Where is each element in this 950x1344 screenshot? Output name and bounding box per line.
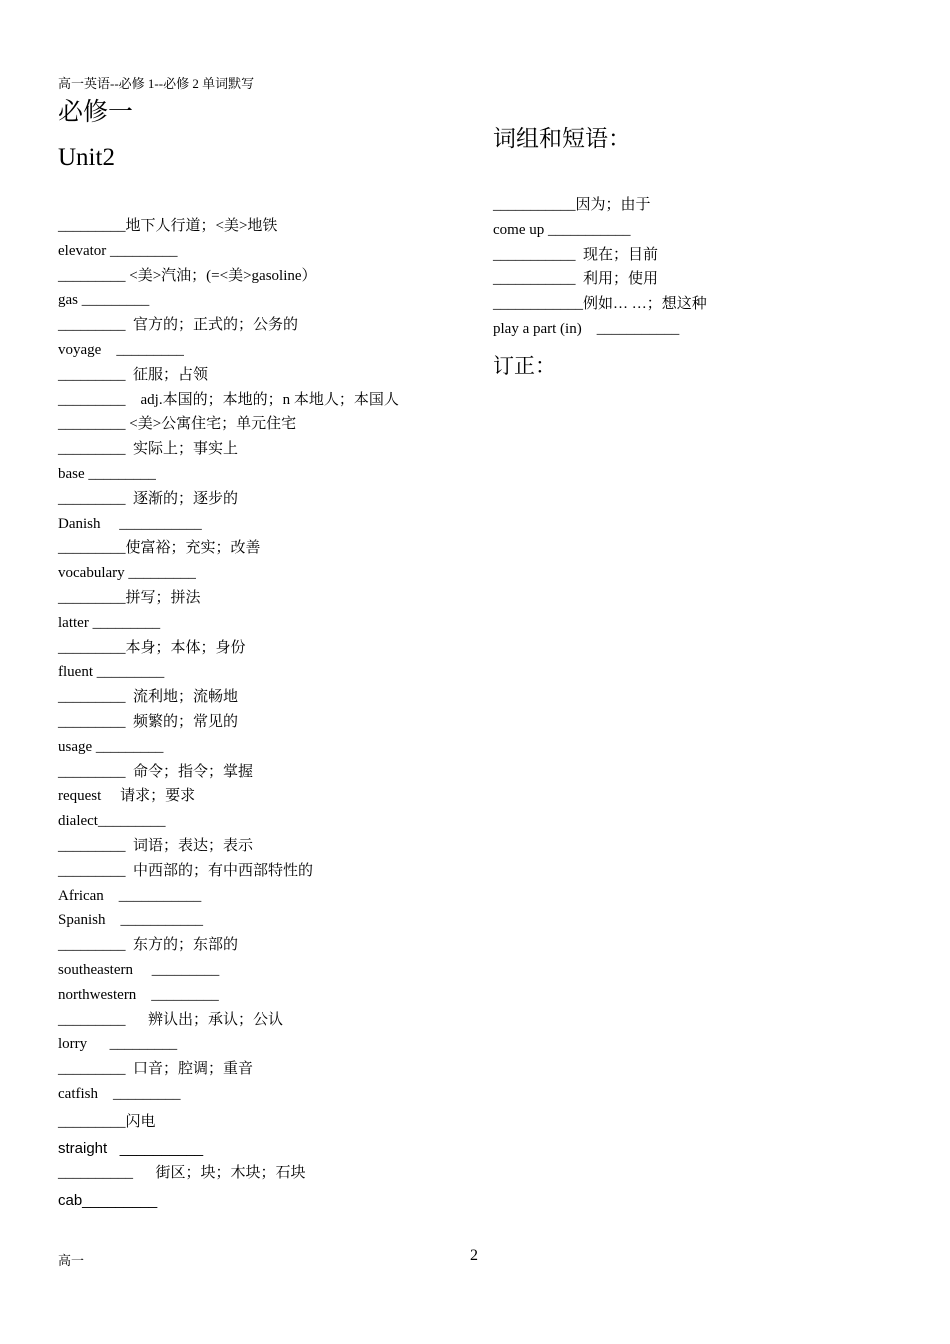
unit-title: Unit2 (58, 144, 115, 171)
phrase-item: play a part (in) ___________ (493, 320, 680, 337)
vocab-item: _________ 实际上；事实上 (58, 441, 239, 458)
vocab-item: _________ <美>汽油；(=<美>gasoline） (58, 267, 317, 284)
vocab-item: elevator _________ (58, 242, 178, 259)
phrase-item: ____________例如… …；想这种 (493, 296, 707, 313)
page-number: 2 (470, 1247, 478, 1264)
vocab-item: vocabulary _________ (58, 565, 196, 582)
vocab-item: cab_________ (58, 1192, 158, 1210)
vocab-item: _________ 官方的；正式的；公务的 (58, 317, 299, 334)
vocab-item: African ___________ (58, 887, 202, 904)
vocab-item: _________ 频繁的；常见的 (58, 713, 239, 730)
vocab-item: _________ <美>公寓住宅；单元住宅 (58, 416, 297, 433)
vocab-item: _________闪电 (58, 1113, 156, 1130)
vocab-item: _________拼写；拼法 (58, 589, 201, 606)
vocab-item: northwestern _________ (58, 986, 219, 1003)
phrases-heading: 词组和短语： (493, 126, 631, 151)
vocab-item: __________ 街区；块；木块；石块 (58, 1165, 306, 1182)
vocab-item: _________ 流利地；流畅地 (58, 689, 239, 706)
vocab-item: _________ 东方的；东部的 (58, 937, 239, 954)
vocab-item: base _________ (58, 465, 156, 482)
vocab-item: _________ adj.本国的；本地的；n 本地人；本国人 (58, 391, 399, 408)
footer-label: 高一 (58, 1253, 85, 1268)
phrases-list (493, 193, 707, 342)
vocab-item: _________使富裕；充实；改善 (58, 540, 261, 557)
phrase-item: ___________因为；由于 (493, 197, 651, 213)
vocab-item: gas _________ (58, 292, 150, 309)
vocab-item: Spanish ___________ (58, 912, 204, 929)
phrase-item: ___________ 利用；使用 (493, 271, 659, 288)
vocab-item: _________本身；本体；身份 (58, 639, 246, 656)
vocab-item: voyage _________ (58, 341, 184, 358)
vocab-item: dialect_________ (58, 813, 166, 830)
vocab-item: Danish ___________ (58, 515, 202, 532)
vocab-item: _________ 辨认出；承认；公认 (58, 1011, 284, 1028)
corrections-heading: 订正： (493, 354, 556, 378)
vocab-item: _________ 逐渐的；逐步的 (58, 490, 239, 507)
vocab-item: lorry _________ (58, 1036, 178, 1053)
vocab-item: _________ 词语；表达；表示 (58, 837, 254, 854)
vocab-item: _________ 征服；占领 (58, 366, 209, 383)
vocab-item: usage _________ (58, 738, 164, 755)
vocab-item: request 请求；要求 (58, 788, 196, 805)
vocab-item: _________ 口音；腔调；重音 (58, 1061, 254, 1078)
vocab-item: straight __________ (58, 1139, 204, 1157)
vocab-item: southeastern _________ (58, 961, 220, 978)
vocab-item: _________ 中西部的；有中西部特性的 (58, 862, 314, 879)
vocab-item: _________地下人行道；<美>地铁 (58, 218, 278, 234)
vocab-item: _________ 命令；指令；掌握 (58, 763, 254, 780)
phrase-item: come up ___________ (493, 221, 631, 238)
vocab-item: fluent _________ (58, 664, 165, 681)
vocabulary-list (58, 214, 399, 1216)
book-title: 必修一 (58, 99, 134, 126)
header-title-line: 高一英语--必修 1--必修 2 单词默写 (58, 76, 255, 91)
phrase-item: ___________ 现在；目前 (493, 246, 659, 263)
vocab-item: catfish _________ (58, 1085, 181, 1102)
vocab-item: latter _________ (58, 614, 161, 631)
